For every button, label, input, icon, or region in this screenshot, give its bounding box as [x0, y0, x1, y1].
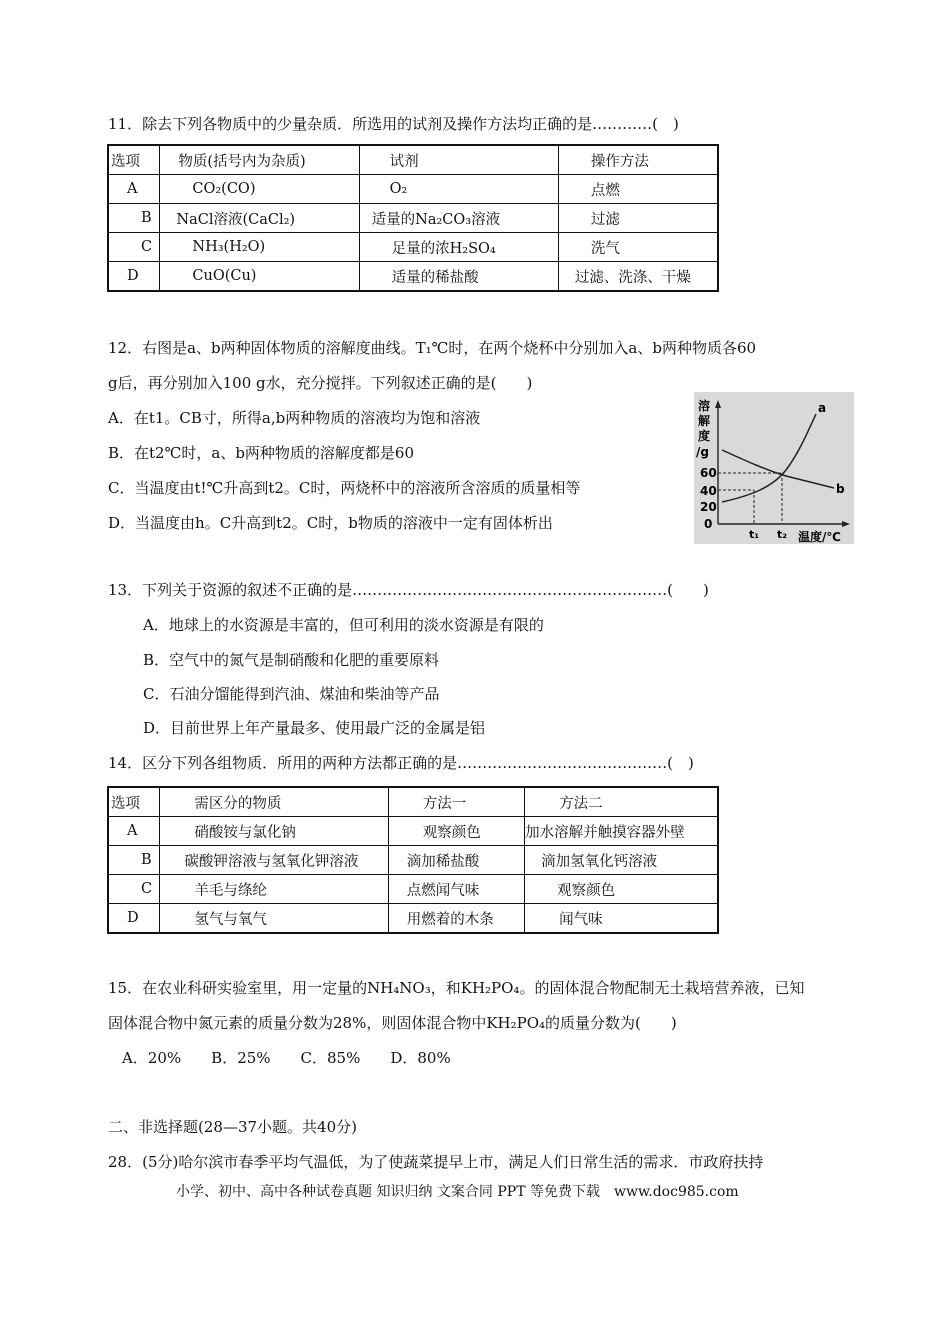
table-row: [108, 904, 718, 934]
table-header-row: [108, 145, 718, 175]
q12-option-c: C．当温度由t!℃升高到t2。C时，两烧杯中的溶液所含溶质的质量相等: [108, 479, 581, 497]
table-cell: 洗气: [558, 233, 718, 262]
solubility-graph: [694, 392, 854, 544]
table-cell: 选项: [108, 787, 160, 817]
graph-ytick: 40: [700, 484, 717, 498]
q12-option-b: B．在t2℃时，a、b两种物质的溶解度都是60: [108, 444, 415, 462]
graph-xtick: t₂: [777, 528, 788, 541]
table-cell: 物质(括号内为杂质): [160, 145, 359, 175]
table-cell: 足量的浓H₂SO₄: [359, 233, 558, 262]
table-header-row: [108, 787, 718, 817]
table-cell: 滴加氢氧化钙溶液: [525, 846, 718, 875]
graph-curve-b: [722, 450, 834, 488]
q12-option-d: D．当温度由h。C升高到t2。C时，b物质的溶液中一定有固体析出: [108, 514, 553, 532]
graph-ylabel-char: 解: [698, 414, 711, 428]
table-row: [108, 875, 718, 904]
table-cell: O₂: [359, 175, 558, 204]
table-cell: B: [108, 204, 160, 233]
table-row: [108, 817, 718, 846]
table-cell: 选项: [108, 145, 160, 175]
table-cell: 方法一: [388, 787, 524, 817]
q28-stem: 28．(5分)哈尔滨市春季平均气温低，为了使蔬菜提早上市，满足人们日常生活的需求．市政府扶持: [108, 1153, 764, 1171]
table-row: [108, 846, 718, 875]
q11-stem: 11．除去下列各物质中的少量杂质．所选用的试剂及操作方法均正确的是…………( ): [108, 115, 679, 133]
q11-table: [107, 144, 719, 292]
q15-stem-line2: 固体混合物中氮元素的质量分数为28%，则固体混合物中KH₂PO₄的质量分数为( ): [108, 1014, 677, 1032]
graph-curve-a-label: a: [818, 401, 827, 415]
table-cell: 操作方法: [558, 145, 718, 175]
table-cell: 试剂: [359, 145, 558, 175]
q13-stem: 13．下列关于资源的叙述不正确的是………………………………………………………( ): [108, 581, 709, 599]
table-cell: NaCl溶液(CaCl₂): [160, 204, 359, 233]
table-cell: CuO(Cu): [160, 262, 359, 292]
table-cell: CO₂(CO): [160, 175, 359, 204]
solubility-graph-svg: [694, 392, 854, 544]
table-cell: 过滤、洗涤、干燥: [558, 262, 718, 292]
table-cell: 氢气与氧气: [160, 904, 388, 934]
table-cell: 过滤: [558, 204, 718, 233]
table-cell: 点燃: [558, 175, 718, 204]
q15-stem-line1: 15．在农业科研实验室里，用一定量的NH₄NO₃，和KH₂PO₄。的固体混合物配制无土栽培营养液，已知: [108, 979, 805, 997]
table-cell: C: [108, 875, 160, 904]
page-footer: 小学、初中、高中各种试卷真题 知识归纳 文案合同 PPT 等免费下载 www.doc985.com: [176, 1184, 739, 1200]
table-row: [108, 233, 718, 262]
graph-x-arrow: [842, 521, 850, 527]
q12-option-a: A．在t1。CB寸，所得a,b两种物质的溶液均为饱和溶液: [108, 409, 481, 427]
table-cell: NH₃(H₂O): [160, 233, 359, 262]
table-cell: 用燃着的木条: [388, 904, 524, 934]
table-row: [108, 262, 718, 292]
q15-options: A．20% B．25% C．85% D．80%: [122, 1049, 451, 1067]
table-cell: 闻气味: [525, 904, 718, 934]
table-cell: 滴加稀盐酸: [388, 846, 524, 875]
table-cell: 加水溶解并触摸容器外壁: [525, 817, 718, 846]
table-cell: 硝酸铵与氯化钠: [160, 817, 388, 846]
table-row: [108, 204, 718, 233]
table-row: [108, 175, 718, 204]
table-cell: 适量的稀盐酸: [359, 262, 558, 292]
table-cell: 点燃闻气味: [388, 875, 524, 904]
graph-ylabel-char: 溶: [698, 399, 711, 413]
q12-stem-line1: 12．右图是a、b两种固体物质的溶解度曲线。T₁℃时，在两个烧杯中分别加入a、b两种物质各60: [108, 339, 757, 357]
table-cell: 适量的Na₂CO₃溶液: [359, 204, 558, 233]
graph-ytick: 60: [700, 466, 717, 480]
table-cell: B: [108, 846, 160, 875]
graph-xlabel: 温度/℃: [798, 530, 841, 544]
table-cell: 需区分的物质: [160, 787, 388, 817]
table-cell: D: [108, 904, 160, 934]
table-cell: 方法二: [525, 787, 718, 817]
graph-curve-a: [722, 414, 816, 502]
table-cell: 观察颜色: [525, 875, 718, 904]
graph-curve-b-label: b: [836, 482, 845, 496]
table-cell: 羊毛与绦纶: [160, 875, 388, 904]
section-heading: 二、非选择题(28—37小题。共40分): [108, 1118, 357, 1136]
graph-ylabel-char: 度: [698, 429, 711, 443]
q13-option-c: C．石油分馏能得到汽油、煤油和柴油等产品: [143, 685, 440, 703]
graph-ytick: 0: [704, 517, 713, 531]
q13-option-a: A．地球上的水资源是丰富的，但可利用的淡水资源是有限的: [143, 616, 544, 634]
table-cell: C: [108, 233, 160, 262]
table-cell: A: [108, 817, 160, 846]
q12-stem-line2: g后，再分别加入100 g水，充分搅拌。下列叙述正确的是( ): [108, 374, 533, 392]
graph-y-arrow: [715, 400, 721, 408]
graph-ylabel-char: /g: [696, 445, 709, 459]
q13-option-d: D．目前世界上年产量最多、使用最广泛的金属是铝: [143, 719, 486, 737]
graph-ytick: 20: [700, 500, 717, 514]
table-cell: A: [108, 175, 160, 204]
q14-stem: 14．区分下列各组物质．所用的两种方法都正确的是……………………………………( ): [108, 754, 694, 772]
graph-xtick: t₁: [749, 528, 760, 541]
q14-table: [107, 786, 719, 934]
table-cell: 碳酸钾溶液与氢氧化钾溶液: [160, 846, 388, 875]
table-cell: D: [108, 262, 160, 292]
table-cell: 观察颜色: [388, 817, 524, 846]
q13-option-b: B．空气中的氮气是制硝酸和化肥的重要原料: [143, 651, 440, 669]
